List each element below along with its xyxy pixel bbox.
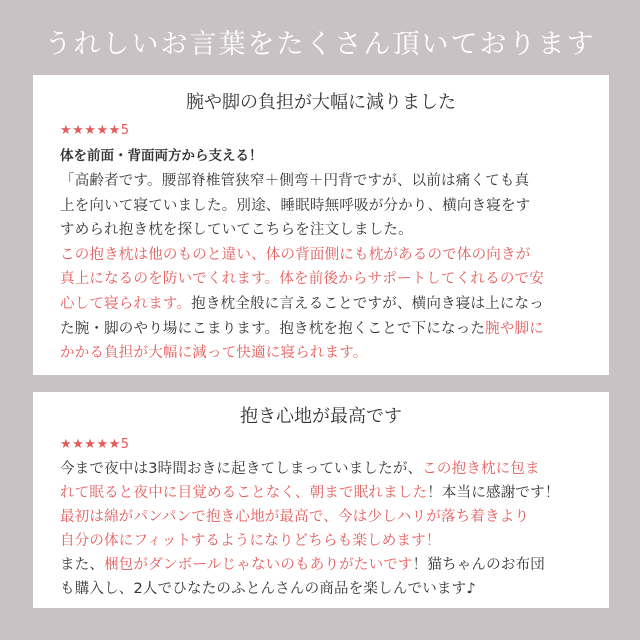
review-text-line (60, 292, 588, 317)
rating-score: 5 (120, 123, 130, 138)
review-card-title: 腕や脚の負担が大幅に減りました (186, 92, 456, 113)
star-icons: ★★★★★ (60, 123, 121, 138)
highlighted-text: この抱き枕に包ま (422, 461, 540, 477)
review-text-line (60, 457, 588, 481)
review-card (33, 392, 609, 608)
review-card-title: 抱き心地が最高です (240, 406, 402, 427)
review-text: ！猫ちゃんのお布団 (412, 557, 545, 573)
review-card (33, 75, 609, 375)
review-body (60, 457, 588, 601)
review-text-line (60, 267, 588, 292)
page-header-title: うれしいお言葉をたくさん頂いております (44, 29, 596, 60)
rating-score: 5 (120, 437, 130, 452)
review-text: 抱き枕全般に言えることですが、横向き寝は上になっ (191, 295, 544, 312)
star-rating (60, 435, 609, 455)
review-text: 上を向いて寝ていました。別途、睡眠時無呼吸が分かり、横向き寝をす (60, 197, 531, 214)
review-text-line (60, 243, 588, 268)
highlighted-text: 最初は綿がパンパンで抱き心地が最高で、今は少しハリが落ち着きより (60, 509, 530, 525)
review-text-line (60, 481, 588, 505)
highlighted-text: 自分の体にフィットするようになりどちらも楽しめます！ (60, 533, 441, 549)
review-text-line (60, 529, 588, 553)
review-text-line (60, 218, 588, 243)
review-text: 今まで夜中は3時間おきに起きてしまっていましたが、 (60, 461, 423, 477)
review-text-line (60, 341, 588, 366)
highlighted-text: 真上になるのを防いでくれます。体を前後からサポートしてくれるので安 (60, 271, 544, 288)
highlighted-text: 心して寝られます。 (60, 295, 192, 312)
review-text-line (60, 169, 588, 194)
review-headline: 体を前面・背面両方から支える！ (60, 148, 263, 164)
review-text: も購入し、2人でひなたのふとんさんの商品を楽しんでいます♪ (60, 581, 476, 597)
review-text-line (60, 553, 588, 577)
star-rating (60, 121, 609, 141)
review-text: ！本当に感謝です！ (427, 485, 560, 501)
review-text-line (60, 317, 588, 342)
review-text: また、 (60, 557, 105, 573)
review-body (60, 169, 588, 366)
review-text-line (60, 577, 588, 601)
review-text-line (60, 505, 588, 529)
highlighted-text: この抱き枕は他のものと違い、体の背面側にも枕があるので体の向きが (60, 246, 531, 263)
highlighted-text: 腕や脚に (485, 320, 544, 337)
highlighted-text: 梱包がダンボールじゃないのもありがたいです (104, 557, 413, 573)
highlighted-text: かかる負担が大幅に減って快適に寝られます。 (60, 345, 368, 362)
review-text: た腕・脚のやり場にこまります。抱き枕を抱くことで下になった (60, 320, 486, 337)
review-text-line (60, 194, 588, 219)
highlighted-text: れて眠ると夜中に目覚めることなく、朝まで眠れました (60, 485, 428, 501)
star-icons: ★★★★★ (60, 437, 121, 452)
review-text: すめられ抱き枕を探していてこちらを注文しました。 (60, 222, 413, 239)
review-text: 「高齢者です。腰部脊椎管狭窄＋側弯＋円背ですが、以前は痛くても真 (60, 173, 530, 189)
